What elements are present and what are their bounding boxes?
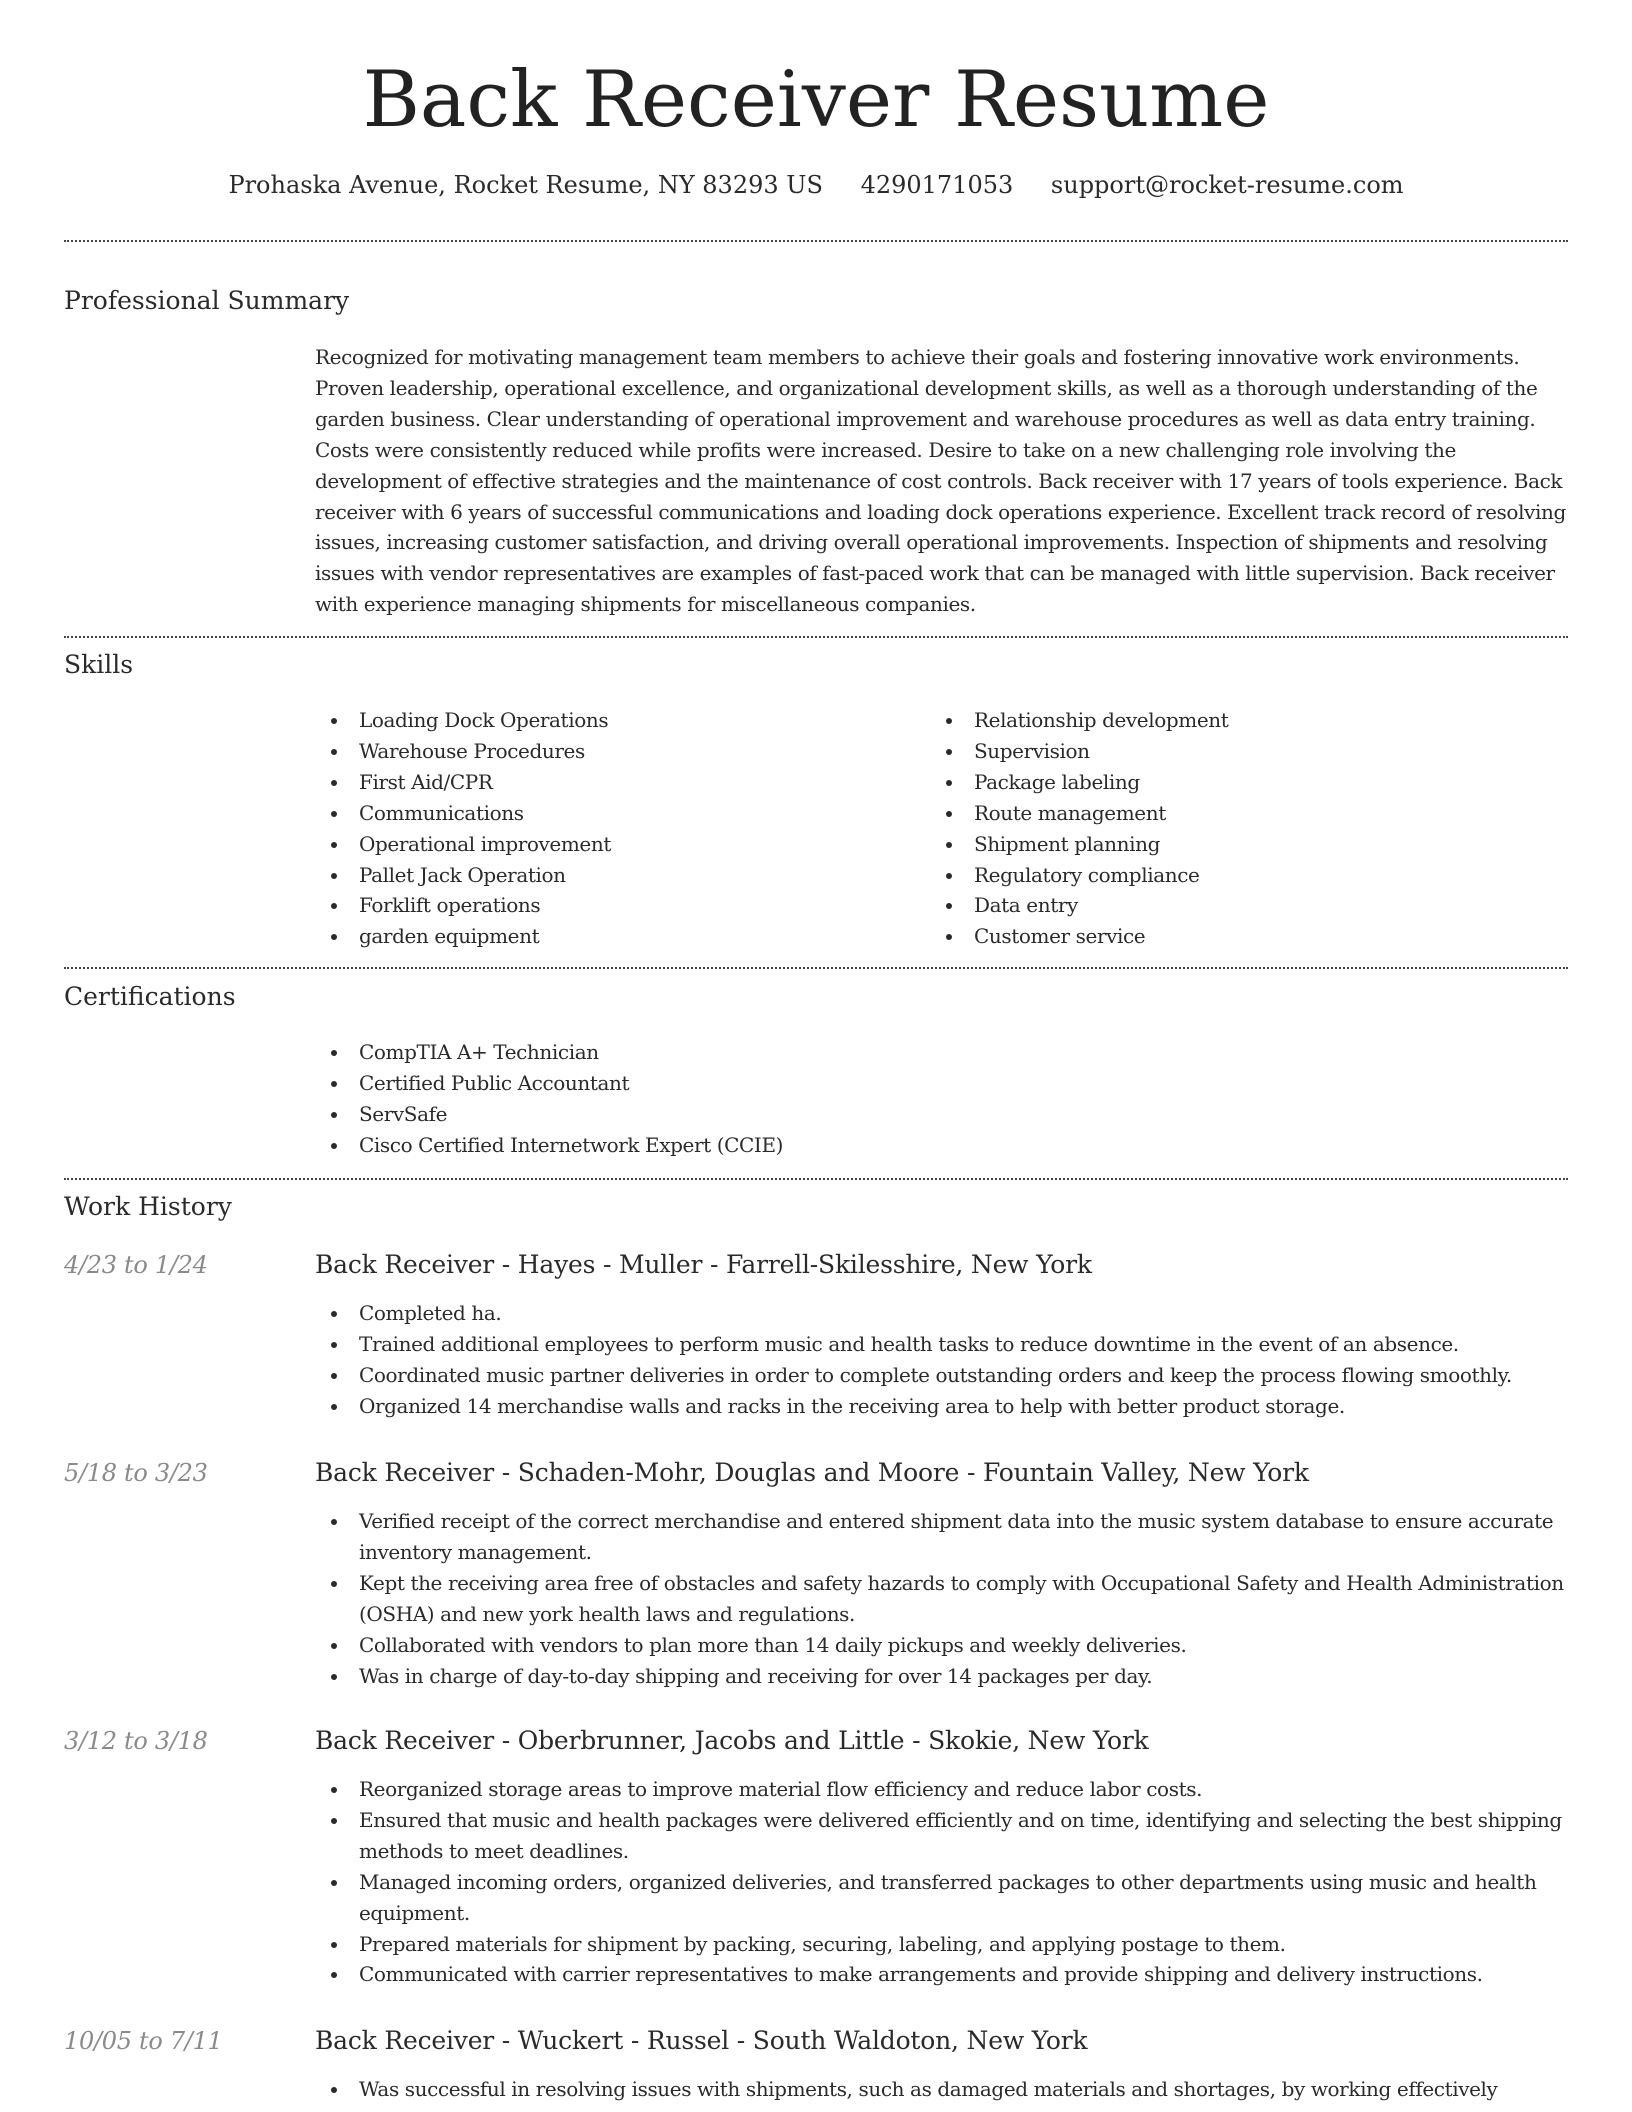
job-duty: Ensured that music and health packages were delivered efficiently and on time, identifying and selecting the best shipping methods to meet deadlines. bbox=[315, 1805, 1570, 1867]
section-divider bbox=[64, 1178, 1568, 1180]
job-duty: Was in charge of day-to-day shipping and receiving for over 14 packages per day. bbox=[315, 1661, 1570, 1692]
skill-item: Data entry bbox=[930, 890, 1530, 921]
skill-item: garden equipment bbox=[315, 921, 915, 952]
job-duty: Reorganized storage areas to improve material flow efficiency and reduce labor costs. bbox=[315, 1774, 1570, 1805]
job-title: Back Receiver - Wuckert - Russel - South Waldoton, New York bbox=[315, 2026, 1088, 2055]
job-duties-list bbox=[315, 1506, 1570, 1691]
job-duty: Kept the receiving area free of obstacles and safety hazards to comply with Occupational Safety and Health Administration (OSHA) and new york health laws and regulations. bbox=[315, 1568, 1570, 1630]
certifications-heading: Certifications bbox=[64, 982, 236, 1011]
certification-item: Cisco Certified Internetwork Expert (CCIE) bbox=[315, 1130, 1515, 1161]
job-dates: 4/23 to 1/24 bbox=[64, 1251, 208, 1279]
certification-item: ServSafe bbox=[315, 1099, 1515, 1130]
skill-item: Warehouse Procedures bbox=[315, 736, 915, 767]
section-divider bbox=[64, 240, 1568, 242]
job-dates: 5/18 to 3/23 bbox=[64, 1459, 208, 1487]
work-history-heading: Work History bbox=[64, 1192, 232, 1221]
skill-item: Forklift operations bbox=[315, 890, 915, 921]
skills-list-left bbox=[315, 705, 915, 952]
job-duty: Prepared materials for shipment by packing, securing, labeling, and applying postage to them. bbox=[315, 1929, 1570, 1960]
section-divider bbox=[64, 967, 1568, 969]
job-duties-list bbox=[315, 1298, 1570, 1422]
job-title: Back Receiver - Schaden-Mohr, Douglas and Moore - Fountain Valley, New York bbox=[315, 1458, 1309, 1487]
skill-item: Relationship development bbox=[930, 705, 1530, 736]
skill-item: Communications bbox=[315, 798, 915, 829]
job-duty: Communicated with carrier representatives to make arrangements and provide shipping and delivery instructions. bbox=[315, 1959, 1570, 1990]
contact-email: support@rocket-resume.com bbox=[1050, 171, 1404, 199]
resume-title: Back Receiver Resume bbox=[362, 55, 1270, 145]
job-dates: 10/05 to 7/11 bbox=[64, 2027, 223, 2055]
skill-item: Package labeling bbox=[930, 767, 1530, 798]
contact-line bbox=[0, 168, 1632, 202]
certifications-list bbox=[315, 1037, 1515, 1161]
contact-phone: 4290171053 bbox=[860, 171, 1014, 199]
job-duty: Trained additional employees to perform music and health tasks to reduce downtime in the event of an absence. bbox=[315, 1329, 1570, 1360]
skills-list-right bbox=[930, 705, 1530, 952]
skill-item: Operational improvement bbox=[315, 829, 915, 860]
professional-summary-heading: Professional Summary bbox=[64, 286, 350, 315]
section-divider bbox=[64, 636, 1568, 638]
job-duties-list bbox=[315, 1774, 1570, 1990]
job-duties-list bbox=[315, 2074, 1570, 2105]
job-title: Back Receiver - Hayes - Muller - Farrell-Skilesshire, New York bbox=[315, 1250, 1092, 1279]
job-duty: Coordinated music partner deliveries in order to complete outstanding orders and keep the process flowing smoothly. bbox=[315, 1360, 1570, 1391]
skill-item: Regulatory compliance bbox=[930, 860, 1530, 891]
job-duty: Collaborated with vendors to plan more than 14 daily pickups and weekly deliveries. bbox=[315, 1630, 1570, 1661]
skill-item: Pallet Jack Operation bbox=[315, 860, 915, 891]
skills-heading: Skills bbox=[64, 650, 134, 679]
certification-item: Certified Public Accountant bbox=[315, 1068, 1515, 1099]
skill-item: Supervision bbox=[930, 736, 1530, 767]
skill-item: Route management bbox=[930, 798, 1530, 829]
job-duty: Managed incoming orders, organized deliveries, and transferred packages to other departments using music and health equipment. bbox=[315, 1867, 1570, 1929]
contact-address: Prohaska Avenue, Rocket Resume, NY 83293 US bbox=[228, 171, 823, 199]
skill-item: Customer service bbox=[930, 921, 1530, 952]
certification-item: CompTIA A+ Technician bbox=[315, 1037, 1515, 1068]
job-title: Back Receiver - Oberbrunner, Jacobs and Little - Skokie, New York bbox=[315, 1726, 1149, 1755]
job-duty: Was successful in resolving issues with shipments, such as damaged materials and shortages, by working effectively bbox=[315, 2074, 1570, 2105]
job-dates: 3/12 to 3/18 bbox=[64, 1727, 208, 1755]
skill-item: Loading Dock Operations bbox=[315, 705, 915, 736]
skill-item: Shipment planning bbox=[930, 829, 1530, 860]
job-duty: Completed ha. bbox=[315, 1298, 1570, 1329]
job-duty: Organized 14 merchandise walls and racks in the receiving area to help with better product storage. bbox=[315, 1391, 1570, 1422]
skill-item: First Aid/CPR bbox=[315, 767, 915, 798]
professional-summary-text: Recognized for motivating management team members to achieve their goals and fostering innovative work environments. Proven leadership, operational excellence, and organizational development skills, as well as a thorough understanding of the garden business. Clear understanding of operational improvement and warehouse procedures as well as data entry training. Costs were consistently reduced while profits were increased. Desire to take on a new challenging role involving the development of effective strategies and the maintenance of cost controls. Back receiver with 17 years of tools experience. Back receiver with 6 years of successful communications and loading dock operations experience. Excellent track record of resolving issues, increasing customer satisfaction, and driving overall operational improvements. Inspection of shipments and resolving issues with vendor representatives are examples of fast-paced work that can be managed with little supervision. Back receiver with experience managing shipments for miscellaneous companies. bbox=[315, 345, 1566, 617]
job-duty: Verified receipt of the correct merchandise and entered shipment data into the music system database to ensure accurate inventory management. bbox=[315, 1506, 1570, 1568]
